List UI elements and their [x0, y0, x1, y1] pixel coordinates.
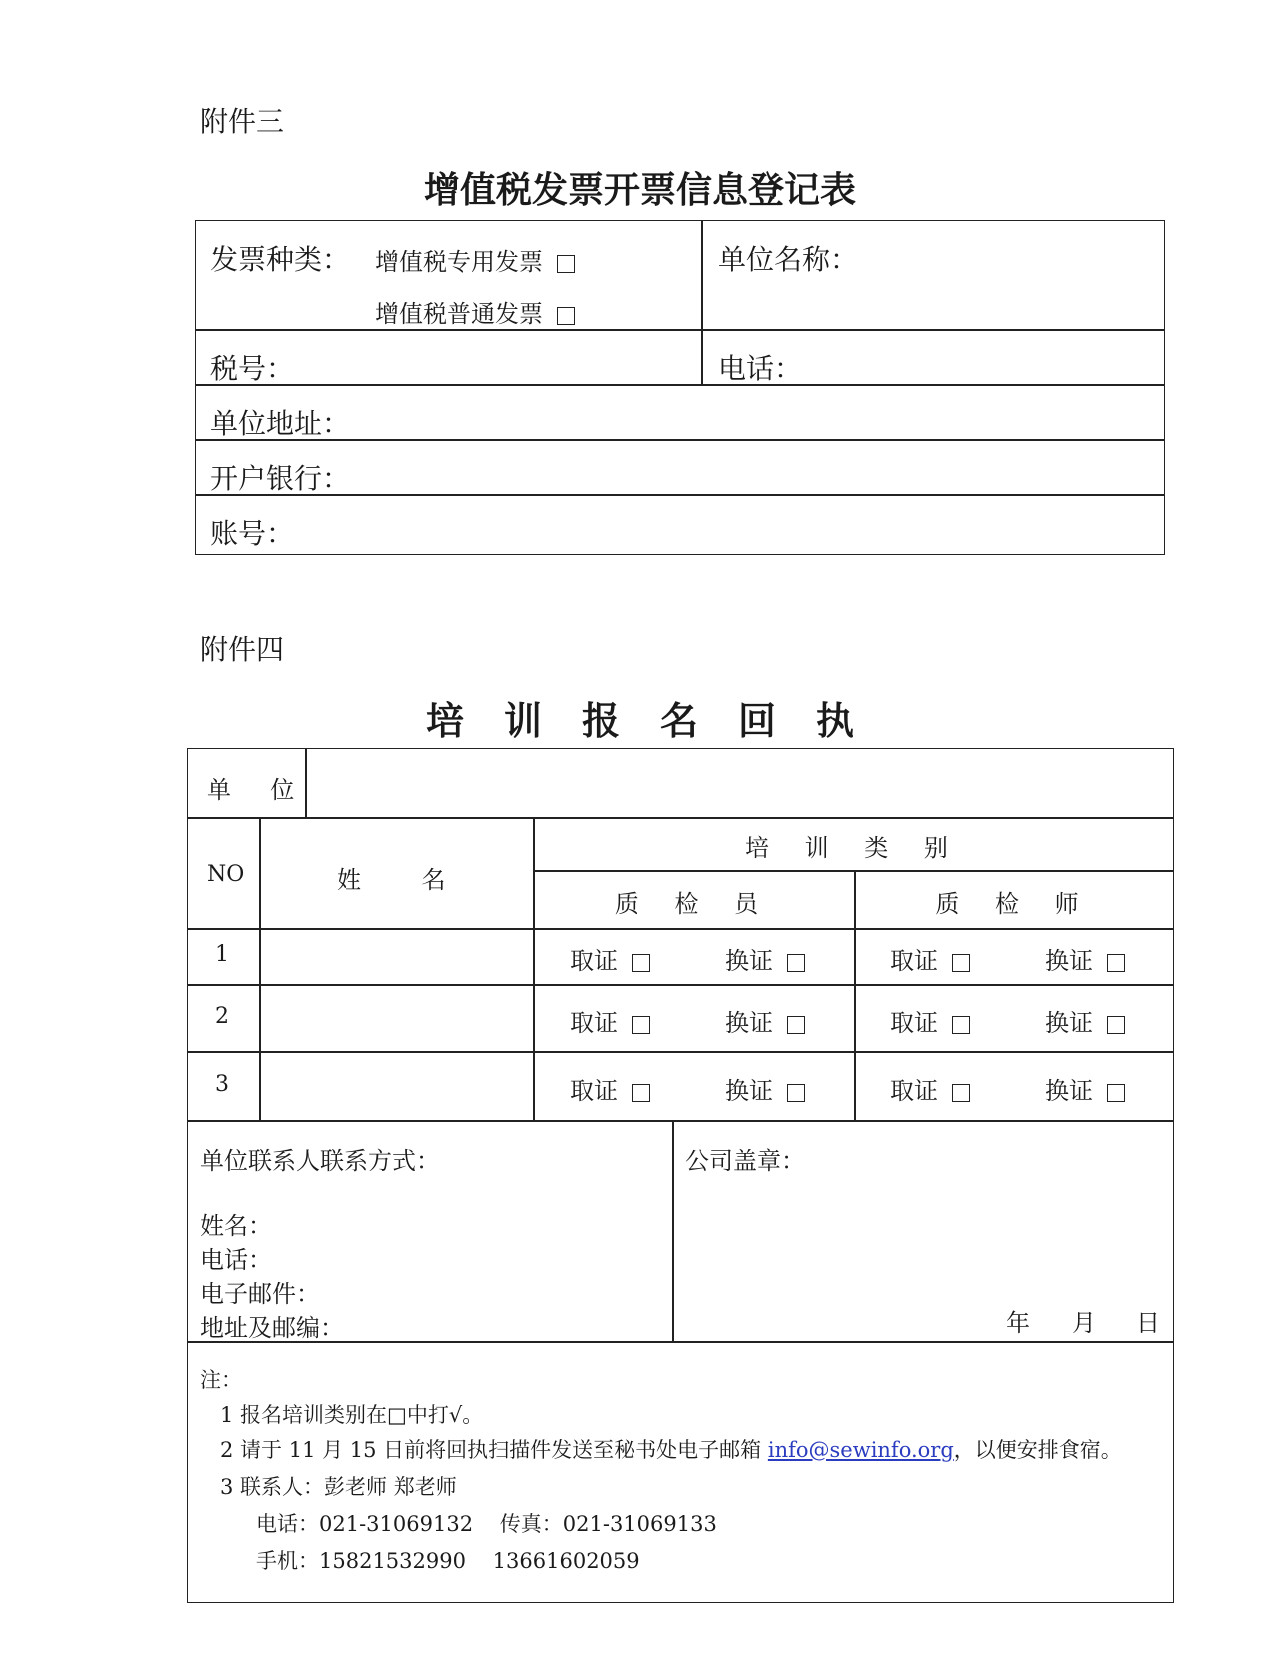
option-label: 取证	[890, 1009, 938, 1037]
checkbox[interactable]	[632, 954, 650, 972]
option-label: 取证	[570, 947, 618, 975]
row-no: 3	[215, 1072, 229, 1097]
option-cell[interactable]	[1045, 1003, 1125, 1038]
checkbox[interactable]	[787, 954, 805, 972]
invoice-type-label: 发票种类：	[210, 243, 351, 276]
category-header: 培 训 类 别	[745, 834, 962, 862]
row-no: 1	[215, 942, 229, 967]
option-cell[interactable]	[890, 1071, 970, 1106]
note-3: 3 联系人：彭老师 郑老师	[220, 1475, 457, 1499]
option-label: 取证	[570, 1077, 618, 1105]
checkbox[interactable]	[1107, 1016, 1125, 1034]
engineer-header: 质 检 师	[935, 890, 1093, 918]
option-cell[interactable]	[890, 941, 970, 976]
note-1: 1 报名培训类别在□中打√。	[220, 1403, 484, 1427]
checkbox[interactable]	[952, 954, 970, 972]
name-header: 姓 名	[337, 866, 452, 894]
no-header: NO	[207, 862, 245, 887]
option-cell[interactable]	[570, 1071, 650, 1106]
option-label: 换证	[1045, 947, 1093, 975]
invoice-option-special[interactable]	[375, 242, 575, 277]
invoice-option-normal[interactable]	[375, 294, 575, 329]
option-label: 取证	[890, 947, 938, 975]
option-label: 换证	[1045, 1077, 1093, 1105]
contact-address-label: 地址及邮编：	[200, 1314, 344, 1342]
option-label: 换证	[725, 1077, 773, 1105]
note-2-suffix: ，以便安排食宿。	[953, 1438, 1122, 1462]
phone-label: 电话：	[718, 352, 803, 385]
option-label: 取证	[570, 1009, 618, 1037]
checkbox[interactable]	[952, 1084, 970, 1102]
checkbox[interactable]	[1107, 1084, 1125, 1102]
option-cell[interactable]	[725, 1003, 805, 1038]
checkbox[interactable]	[952, 1016, 970, 1034]
checkbox[interactable]	[787, 1084, 805, 1102]
invoice-option-normal-label: 增值税普通发票	[375, 300, 543, 328]
secretariat-email-link[interactable]: info@sewinfo.org	[767, 1438, 954, 1462]
checkbox[interactable]	[632, 1084, 650, 1102]
contact-name-label: 姓名：	[200, 1212, 272, 1240]
account-label: 账号：	[210, 517, 295, 550]
attachment3-label: 附件三	[200, 105, 285, 138]
option-cell[interactable]	[570, 941, 650, 976]
option-cell[interactable]	[725, 941, 805, 976]
contact-email-label: 电子邮件：	[200, 1280, 320, 1308]
notes-heading: 注：	[200, 1368, 242, 1392]
option-label: 换证	[725, 947, 773, 975]
checkbox[interactable]	[787, 1016, 805, 1034]
option-label: 换证	[725, 1009, 773, 1037]
row-no: 2	[215, 1004, 229, 1029]
stamp-label: 公司盖章：	[685, 1147, 805, 1175]
invoice-option-special-label: 增值税专用发票	[375, 248, 543, 276]
date-day-label: 日	[1136, 1309, 1160, 1337]
note-2	[220, 1434, 1122, 1464]
special-invoice-checkbox[interactable]	[557, 255, 575, 273]
registration-form-title: 培训报名回执	[425, 699, 894, 743]
address-label: 单位地址：	[210, 407, 351, 440]
attachment4-label: 附件四	[200, 633, 285, 666]
inspector-header: 质 检 员	[614, 890, 773, 918]
date-month-label: 月	[1072, 1309, 1096, 1337]
checkbox[interactable]	[1107, 954, 1125, 972]
contact-phone-label: 电话：	[200, 1246, 272, 1274]
option-cell[interactable]	[1045, 941, 1125, 976]
contact-phone-fax: 电话：021-31069132 传真：021-31069133	[256, 1512, 717, 1536]
option-cell[interactable]	[1045, 1071, 1125, 1106]
unit-label: 单 位	[207, 776, 303, 804]
option-cell[interactable]	[725, 1071, 805, 1106]
note-2-prefix: 2 请于 11 月 15 日前将回执扫描件发送至秘书处电子邮箱	[220, 1438, 768, 1462]
tax-no-label: 税号：	[210, 352, 295, 385]
normal-invoice-checkbox[interactable]	[557, 307, 575, 325]
option-label: 取证	[890, 1077, 938, 1105]
date-year-label: 年	[1006, 1309, 1030, 1337]
option-cell[interactable]	[570, 1003, 650, 1038]
unit-name-label: 单位名称：	[718, 243, 859, 276]
contact-label: 单位联系人联系方式：	[200, 1147, 440, 1175]
invoice-form-title: 增值税发票开票信息登记表	[423, 170, 856, 211]
option-cell[interactable]	[890, 1003, 970, 1038]
option-label: 换证	[1045, 1009, 1093, 1037]
checkbox[interactable]	[632, 1016, 650, 1034]
bank-label: 开户银行：	[210, 462, 351, 495]
contact-mobile: 手机：15821532990 13661602059	[256, 1549, 640, 1573]
